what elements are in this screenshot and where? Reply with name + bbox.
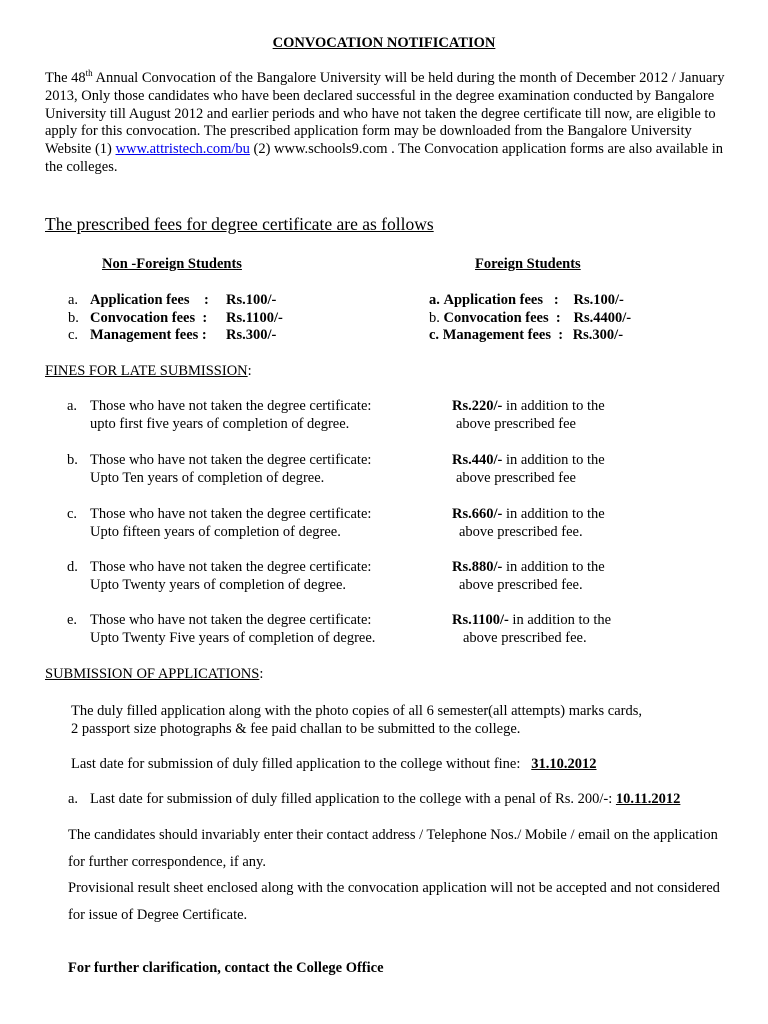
fine-tail1: in addition to the [502,452,605,468]
fees-heading: The prescribed fees for degree certificate are as follows [45,214,434,234]
non-foreign-fee-row [68,310,283,327]
fine-tail1: in addition to the [502,398,605,414]
intro-text-2: Annual Convocation of the Bangalore University will be held during the month of December 2012 / January 2013, Only those candidates who have been declared successful in the degree examination conducted by Bangalore University till August 2012 and earlier periods and who have not taken the degree certificate till now, are eligible to apply for this convocation. The prescribed application form may be downloaded from the Bangalore University Website (1) [45,70,725,158]
non-foreign-fee-row [68,292,276,309]
fine-line1: Those who have not taken the degree certificate: [90,398,372,414]
fee-amount: Rs.100/- [573,292,624,308]
fine-tail2: above prescribed fee [456,415,576,432]
fine-line1: Those who have not taken the degree certificate: [90,559,372,575]
fines-heading-text: FINES FOR LATE SUBMISSION [45,363,248,379]
list-letter: a. [68,292,79,308]
fee-amount: Rs.4400/- [573,310,632,326]
fine-line1: Those who have not taken the degree certificate: [90,612,372,628]
non-foreign-heading: Non -Foreign Students [102,256,242,272]
fine-item [67,452,371,488]
foreign-heading: Foreign Students [475,256,581,272]
provisional-paragraph: Provisional result sheet enclosed along with the convocation application will not be accepted and not considered for issue of Degree Certificate. [68,880,720,923]
fine-amount-block [452,559,605,595]
fine-tail2: above prescribed fee. [463,629,587,646]
list-letter: b. [68,310,79,326]
fee-amount: Rs.100/- [226,292,277,308]
fee-label: Application fees : [90,292,209,308]
list-letter: a. [67,398,78,414]
fine-amount-block [452,506,605,542]
fine-line2: Upto Ten years of completion of degree. [90,469,325,486]
fine-tail1: in addition to the [508,612,612,628]
fee-label: Management fees : [90,327,207,343]
list-letter: d. [67,559,78,575]
penal-date-line [68,791,680,808]
last-date-text: Last date for submission of duly filled application to the college without fine: [71,756,532,772]
list-letter: e. [67,612,78,628]
list-letter: a. [429,292,440,308]
list-letter: c. [67,506,78,522]
footer-note: For further clarification, contact the College Office [68,960,384,976]
page-title: CONVOCATION NOTIFICATION [272,35,496,51]
list-letter: a. [68,791,79,807]
list-letter: c. [429,327,440,343]
fine-amount: Rs.880/- [452,559,503,575]
fine-line1: Those who have not taken the degree certificate: [90,506,372,522]
fine-amount: Rs.660/- [452,506,503,522]
submission-paragraph [71,702,642,738]
intro-superscript: th [85,68,93,79]
non-foreign-fee-row [68,327,276,344]
submission-line2: 2 passport size photographs & fee paid challan to be submitted to the college. [71,721,521,737]
submission-heading-text: SUBMISSION OF APPLICATIONS [45,666,260,682]
fine-tail2: above prescribed fee [456,469,576,486]
fine-item [67,559,371,595]
foreign-fee-row [429,327,623,344]
fines-heading-colon: : [247,363,252,379]
fine-tail2: above prescribed fee. [459,523,583,540]
fee-label: Convocation fees : [443,310,561,326]
fine-amount-block [452,398,605,434]
intro-text-1: The 48 [45,70,86,86]
submission-line1: The duly filled application along with the photo copies of all 6 semester(all attempts) marks cards, [71,703,642,719]
fine-line1: Those who have not taken the degree certificate: [90,452,372,468]
contact-paragraph: The candidates should invariably enter their contact address / Telephone Nos./ Mobile / email on the application for further correspondence, if any. [68,827,718,870]
intro-paragraph [45,70,735,177]
fine-item [67,506,371,542]
fee-amount: Rs.300/- [572,327,624,343]
fine-amount: Rs.440/- [452,452,503,468]
last-date-line [71,755,597,773]
fine-tail2: above prescribed fee. [459,576,583,593]
fine-amount: Rs.1100/- [452,612,509,628]
submission-heading-colon: : [259,666,264,682]
penal-date-value: 10.11.2012 [615,791,681,807]
list-letter: b. [429,310,440,326]
submission-heading [45,666,263,683]
fee-amount: Rs.1100/- [226,310,283,326]
fine-tail1: in addition to the [502,506,605,522]
intro-text-3: (2) www.schools9.com . The Convocation application forms are also available in the colleges. [45,141,724,175]
fine-item [67,398,371,434]
fine-amount: Rs.220/- [452,398,503,414]
foreign-fee-row [429,310,631,327]
fee-label: Management fees : [442,327,564,343]
fine-item [67,612,375,648]
fine-line2: Upto Twenty years of completion of degree. [90,576,347,593]
fee-label: Convocation fees : [90,310,208,326]
fine-line2: Upto fifteen years of completion of degree. [90,523,341,540]
last-date-value: 31.10.2012 [531,756,597,772]
fine-tail1: in addition to the [502,559,605,575]
fine-amount-block [452,612,611,648]
fee-label: Application fees : [443,292,559,308]
list-letter: b. [67,452,78,468]
fines-heading [45,363,252,380]
fine-line2: Upto Twenty Five years of completion of degree. [90,629,376,646]
fee-amount: Rs.300/- [226,327,277,343]
fine-line2: upto first five years of completion of degree. [90,415,350,432]
website-link[interactable]: www.attristech.com/bu [115,141,250,158]
list-letter: c. [68,327,79,343]
penal-date-text: Last date for submission of duly filled application to the college with a penal of Rs. 200/-: [90,791,616,807]
foreign-fee-row [429,292,624,309]
fine-amount-block [452,452,605,488]
